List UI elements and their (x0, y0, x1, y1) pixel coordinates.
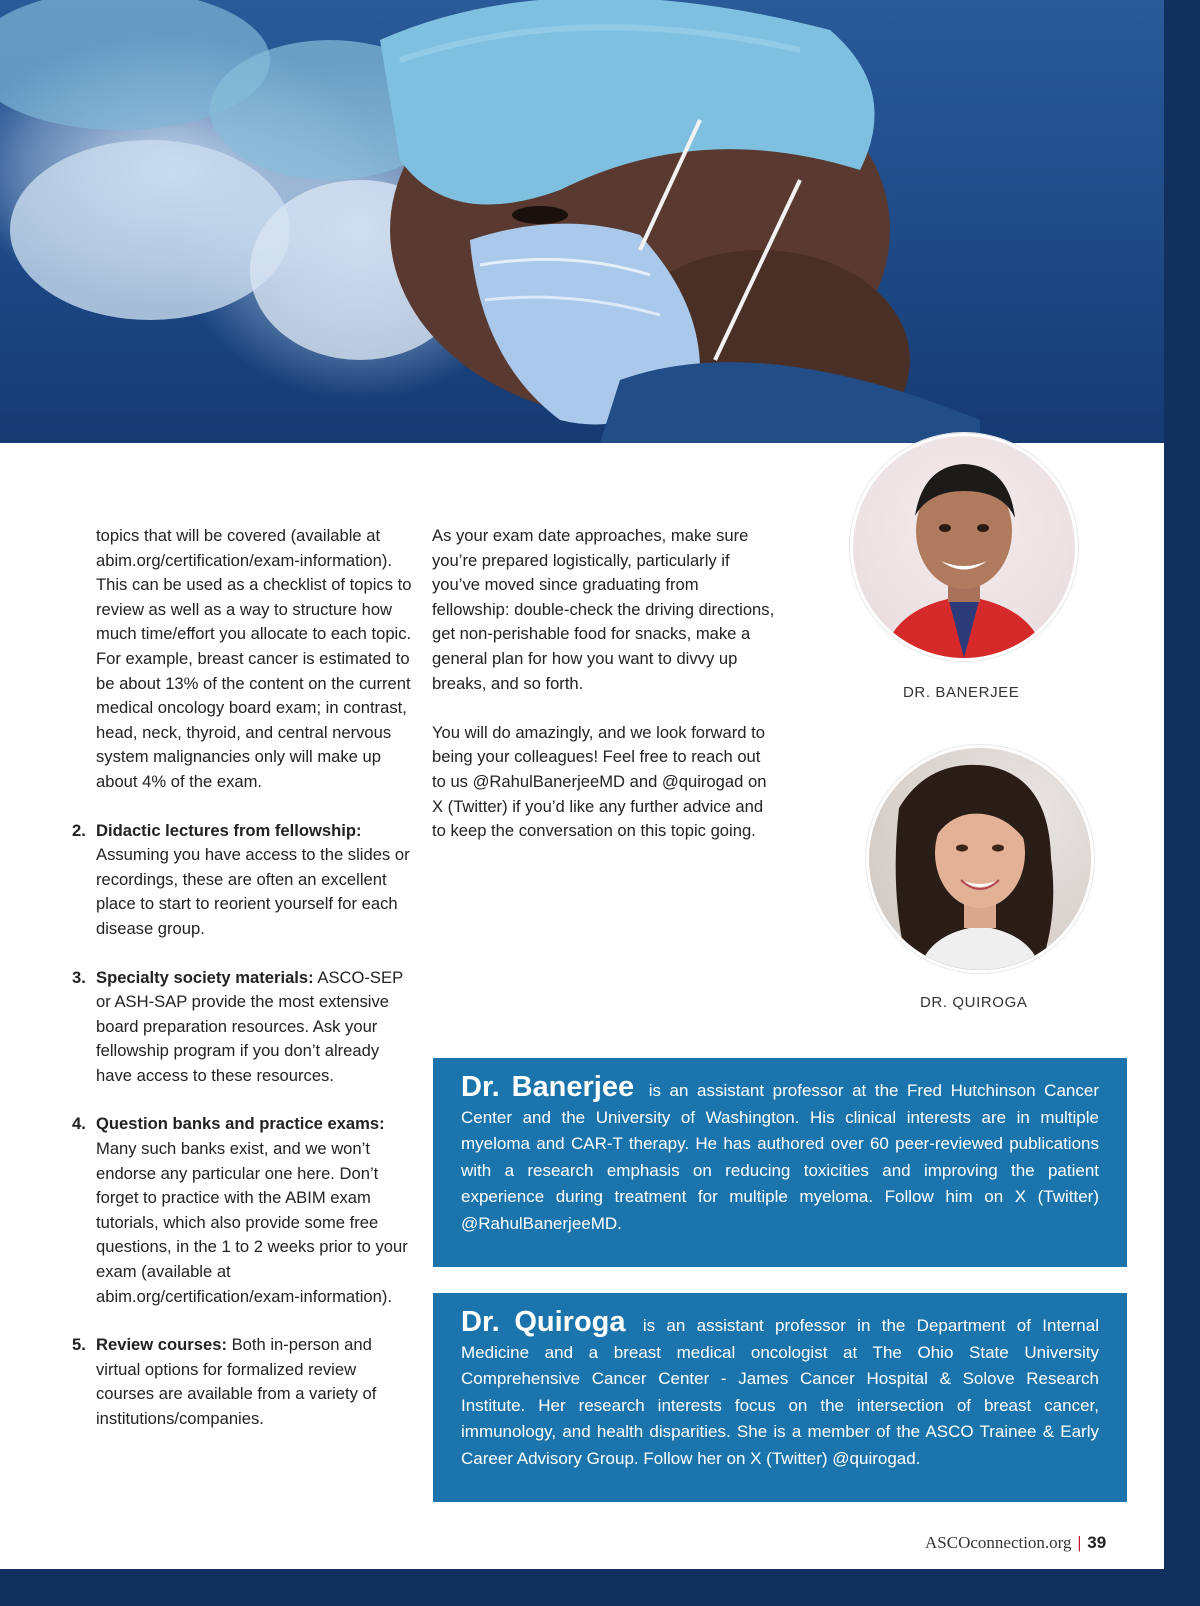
list-item-body: Assuming you have access to the slides or recordings, these are often an excellent place to start to reorient yourself for each disease group. (96, 845, 410, 938)
hero-illustration (0, 0, 1200, 443)
paragraph-logistics: As your exam date approaches, make sure you’re prepared logistically, particularly if you’ve moved since graduating from fellowship: double-check the driving directions, get non-perishable food for snacks, make a general plan for how you want to divvy up breaks, and so forth. (432, 526, 775, 693)
list-item-heading: Question banks and practice exams: (96, 1114, 385, 1134)
caption-banerjee: DR. BANERJEE (903, 684, 1020, 701)
quiroga-photo (866, 745, 1094, 973)
bio-name: Dr. Banerjee (461, 1071, 635, 1103)
list-item (72, 966, 412, 1089)
list-item-body: Both in-person and virtual options for formalized review courses are available from a variety of institutions/companies. (96, 1335, 377, 1428)
list-item-heading: Specialty society materials: (96, 967, 314, 987)
bio-box-banerjee (433, 1058, 1127, 1267)
list-item (72, 1112, 412, 1309)
paragraph-closing: You will do amazingly, and we look forward to being your colleagues! Feel free to reach out to us @RahulBanerjeeMD and @quirogad on X (Twitter) if you’d like any further advice and to keep the conversation on this topic going. (432, 722, 767, 841)
article-column-left (72, 524, 412, 1456)
footer-site: ASCOconnection.org (925, 1533, 1072, 1552)
list-item (72, 1333, 412, 1431)
bio-box-quiroga (433, 1293, 1127, 1502)
page-footer (925, 1533, 1106, 1553)
bottom-band (0, 1569, 1200, 1606)
list-number: 2. (72, 820, 86, 840)
paragraph-intro: topics that will be covered (available at abim.org/certification/exam-information). This can be used as a checklist of topics to review as well as a way to structure how much time/effort you allocate to each topic. For example, breast cancer is estimated to be about 13% of the content on the current medical oncology board exam; in contrast, head, neck, thyroid, and central nervous system malignancies only will make up about 4% of the exam. (96, 526, 412, 791)
list-number: 4. (72, 1114, 86, 1134)
hero-photo-surgeons (0, 0, 1200, 443)
page-number: 39 (1087, 1533, 1107, 1552)
list-item-heading: Review courses: (96, 1335, 227, 1355)
quiroga-portrait-illustration (869, 748, 1091, 970)
bio-text: is an assistant professor at the Fred Hutchinson Cancer Center and the University of Washington. His clinical interests are in multiple myeloma and CAR-T therapy. He has authored over 60 peer-reviewed publications with a research emphasis on reducing toxicities and improving the patient experience during treatment for multiple myeloma. Follow him on X (Twitter) @RahulBanerjeeMD. (461, 1081, 1099, 1233)
banerjee-portrait-illustration (853, 436, 1075, 658)
list-number: 5. (72, 1335, 86, 1355)
list-item-body: ASCO-SEP or ASH-SAP provide the most extensive board preparation resources. Ask your fellowship program if you don’t already have access to these resources. (96, 967, 403, 1085)
banerjee-photo (850, 433, 1078, 661)
footer-separator: | (1077, 1533, 1082, 1552)
list-item-heading: Didactic lectures from fellowship: (96, 820, 362, 840)
page-edge-band (1164, 0, 1200, 1606)
numbered-list (72, 819, 412, 1432)
article-column-middle (432, 524, 777, 868)
list-item-body: Many such banks exist, and we won’t endorse any particular one here. Don’t forget to practice with the ABIM exam tutorials, which also provide some free questions, in the 1 to 2 weeks prior to your exam (available at abim.org/certification/exam-information). (96, 1139, 408, 1306)
list-number: 3. (72, 967, 86, 987)
list-item (72, 819, 412, 942)
caption-quiroga: DR. QUIROGA (920, 994, 1028, 1011)
bio-name: Dr. Quiroga (461, 1306, 626, 1338)
bio-text: is an assistant professor in the Department of Internal Medicine and a breast medical oncologist at The Ohio State University Comprehensive Cancer Center - James Cancer Hospital & Solove Research Institute. Her research interests focus on the intersection of breast cancer, immunology, and health disparities. She is a member of the ASCO Trainee & Early Career Advisory Group. Follow her on X (Twitter) @quirogad. (461, 1316, 1099, 1468)
